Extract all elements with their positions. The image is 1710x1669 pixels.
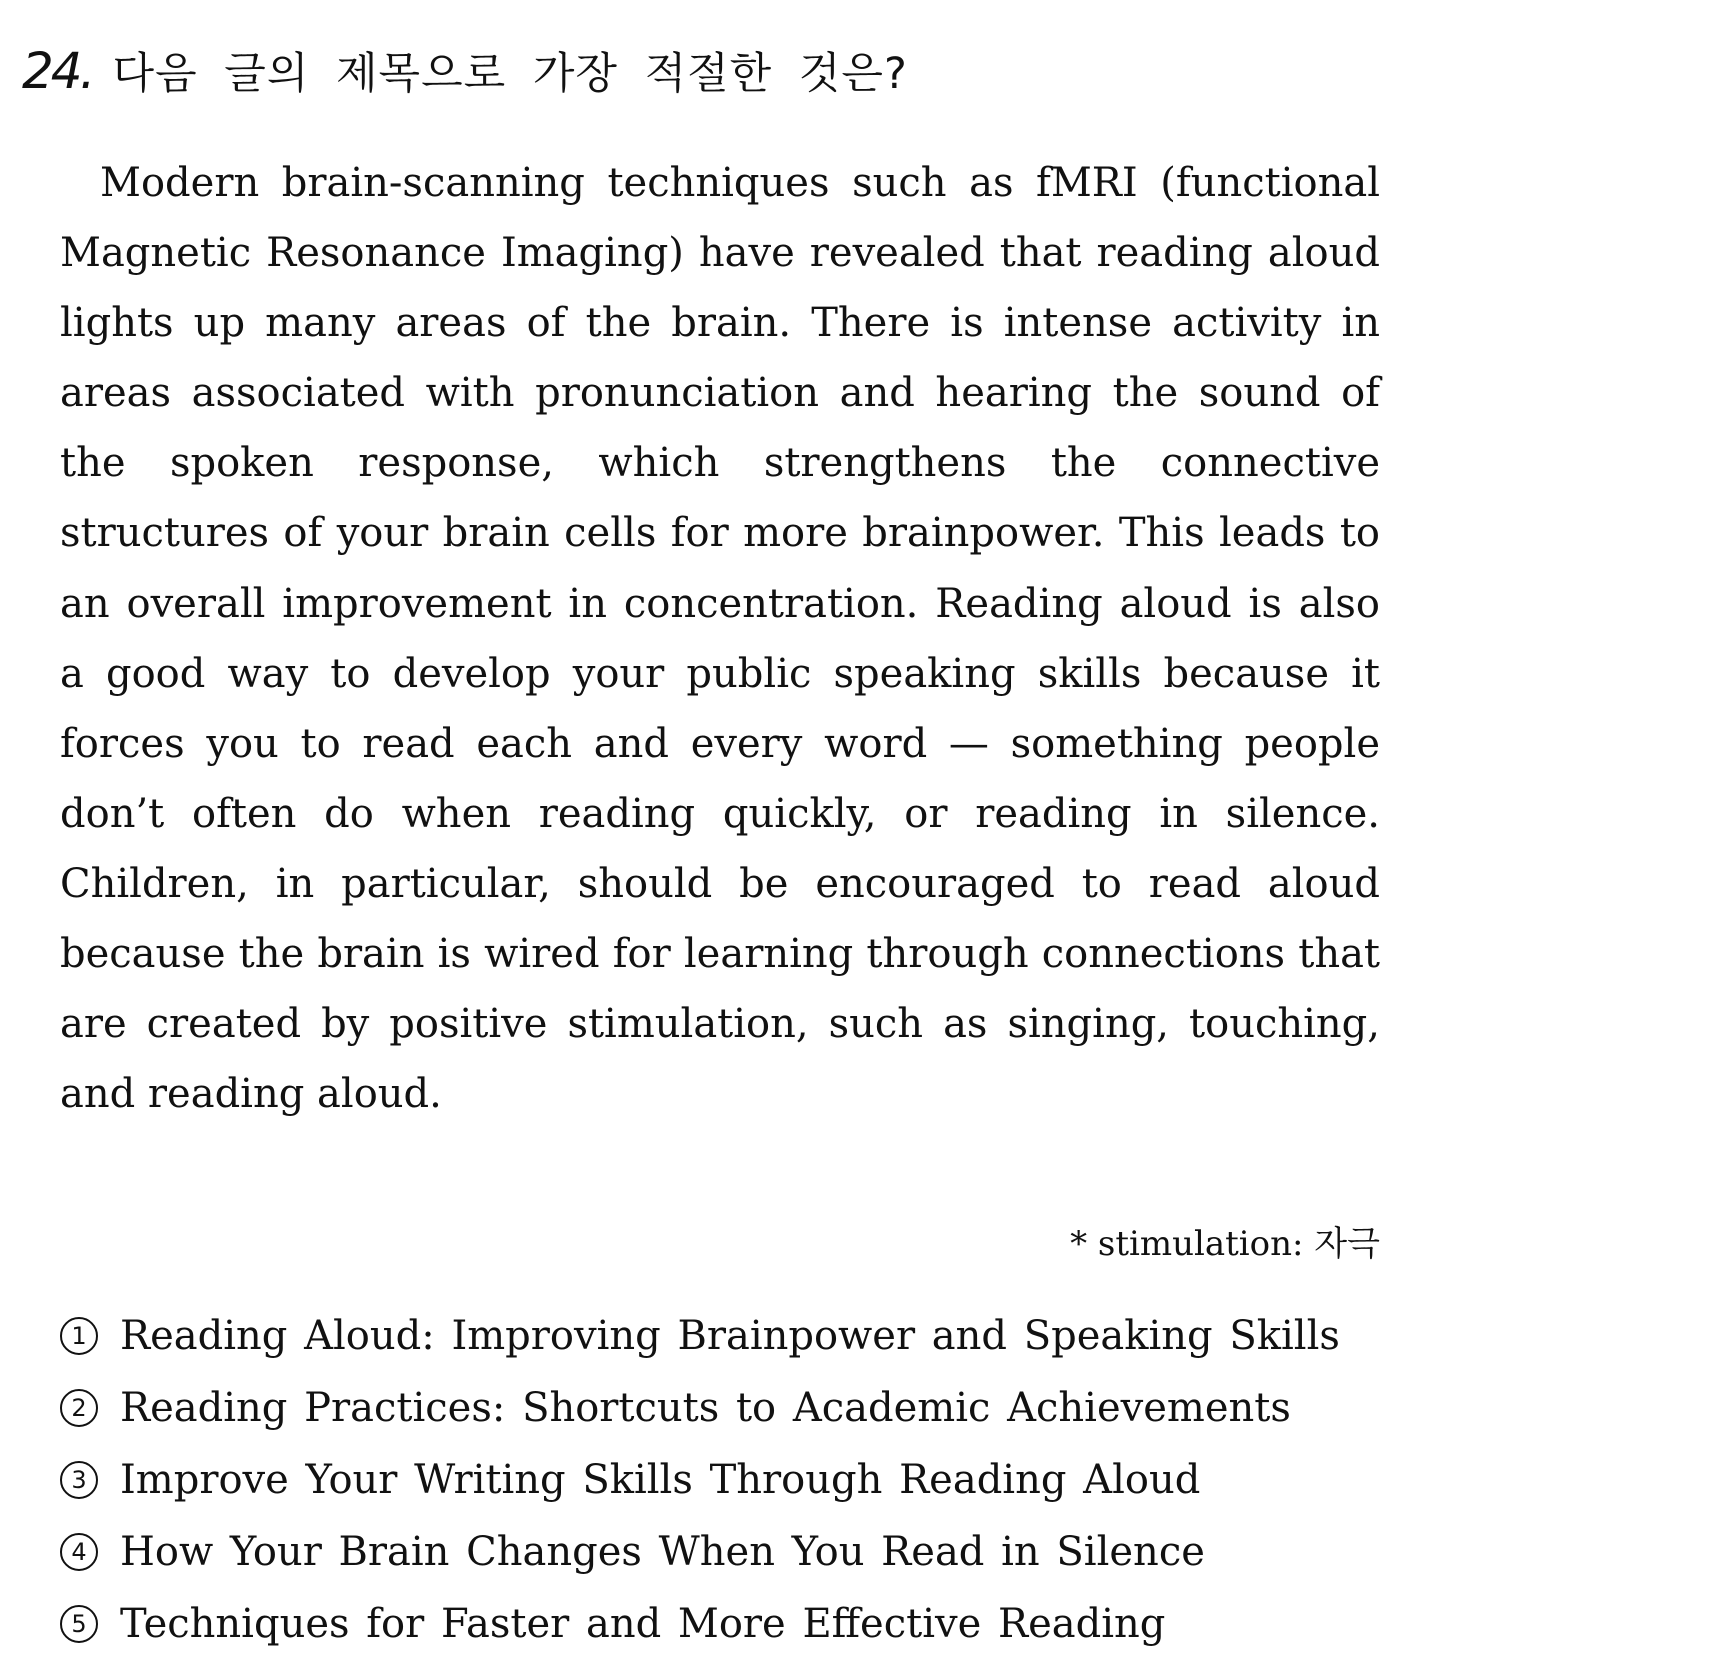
choice-number-circle: 4 [60,1533,98,1571]
choice-text: Reading Practices: Shortcuts to Academic Achievements [120,1385,1291,1431]
choice-number-circle: 1 [60,1317,98,1355]
vocabulary-footnote: * stimulation: 자극 [1070,1224,1380,1264]
answer-choice-1[interactable] [60,1300,1340,1372]
choice-number-circle: 3 [60,1461,98,1499]
answer-choices [60,1300,1340,1660]
question-number: 24. [22,42,93,100]
answer-choice-3[interactable] [60,1444,1340,1516]
answer-choice-5[interactable] [60,1588,1340,1660]
question-header [22,40,908,120]
choice-text: Reading Aloud: Improving Brainpower and Speaking Skills [120,1313,1340,1359]
choice-number-circle: 2 [60,1389,98,1427]
choice-text: How Your Brain Changes When You Read in Silence [120,1529,1205,1575]
reading-passage: Modern brain-scanning techniques such as fMRI (functional Magnetic Resonance Imaging) have revealed that reading aloud lights up many areas of the brain. There is intense activity in areas associated with pronunciation and hearing the sound of the spoken response, which strengthens the connective structures of your brain cells for more brainpower. This leads to an overall improvement in concentration. Reading aloud is also a good way to develop your public speaking skills because it forces you to read each and every word — something people don’t often do when reading quickly, or reading in silence. Children, in particular, should be encouraged to read aloud because the brain is wired for learning through connections that are created by positive stimulation, such as singing, touching, and reading aloud. [60,160,1380,1118]
choice-text: Techniques for Faster and More Effective Reading [120,1601,1166,1647]
choice-number-circle: 5 [60,1605,98,1643]
choice-text: Improve Your Writing Skills Through Reading Aloud [120,1457,1201,1503]
answer-choice-4[interactable] [60,1516,1340,1588]
answer-choice-2[interactable] [60,1372,1340,1444]
question-prompt: 다음 글의 제목으로 가장 적절한 것은? [112,49,908,99]
